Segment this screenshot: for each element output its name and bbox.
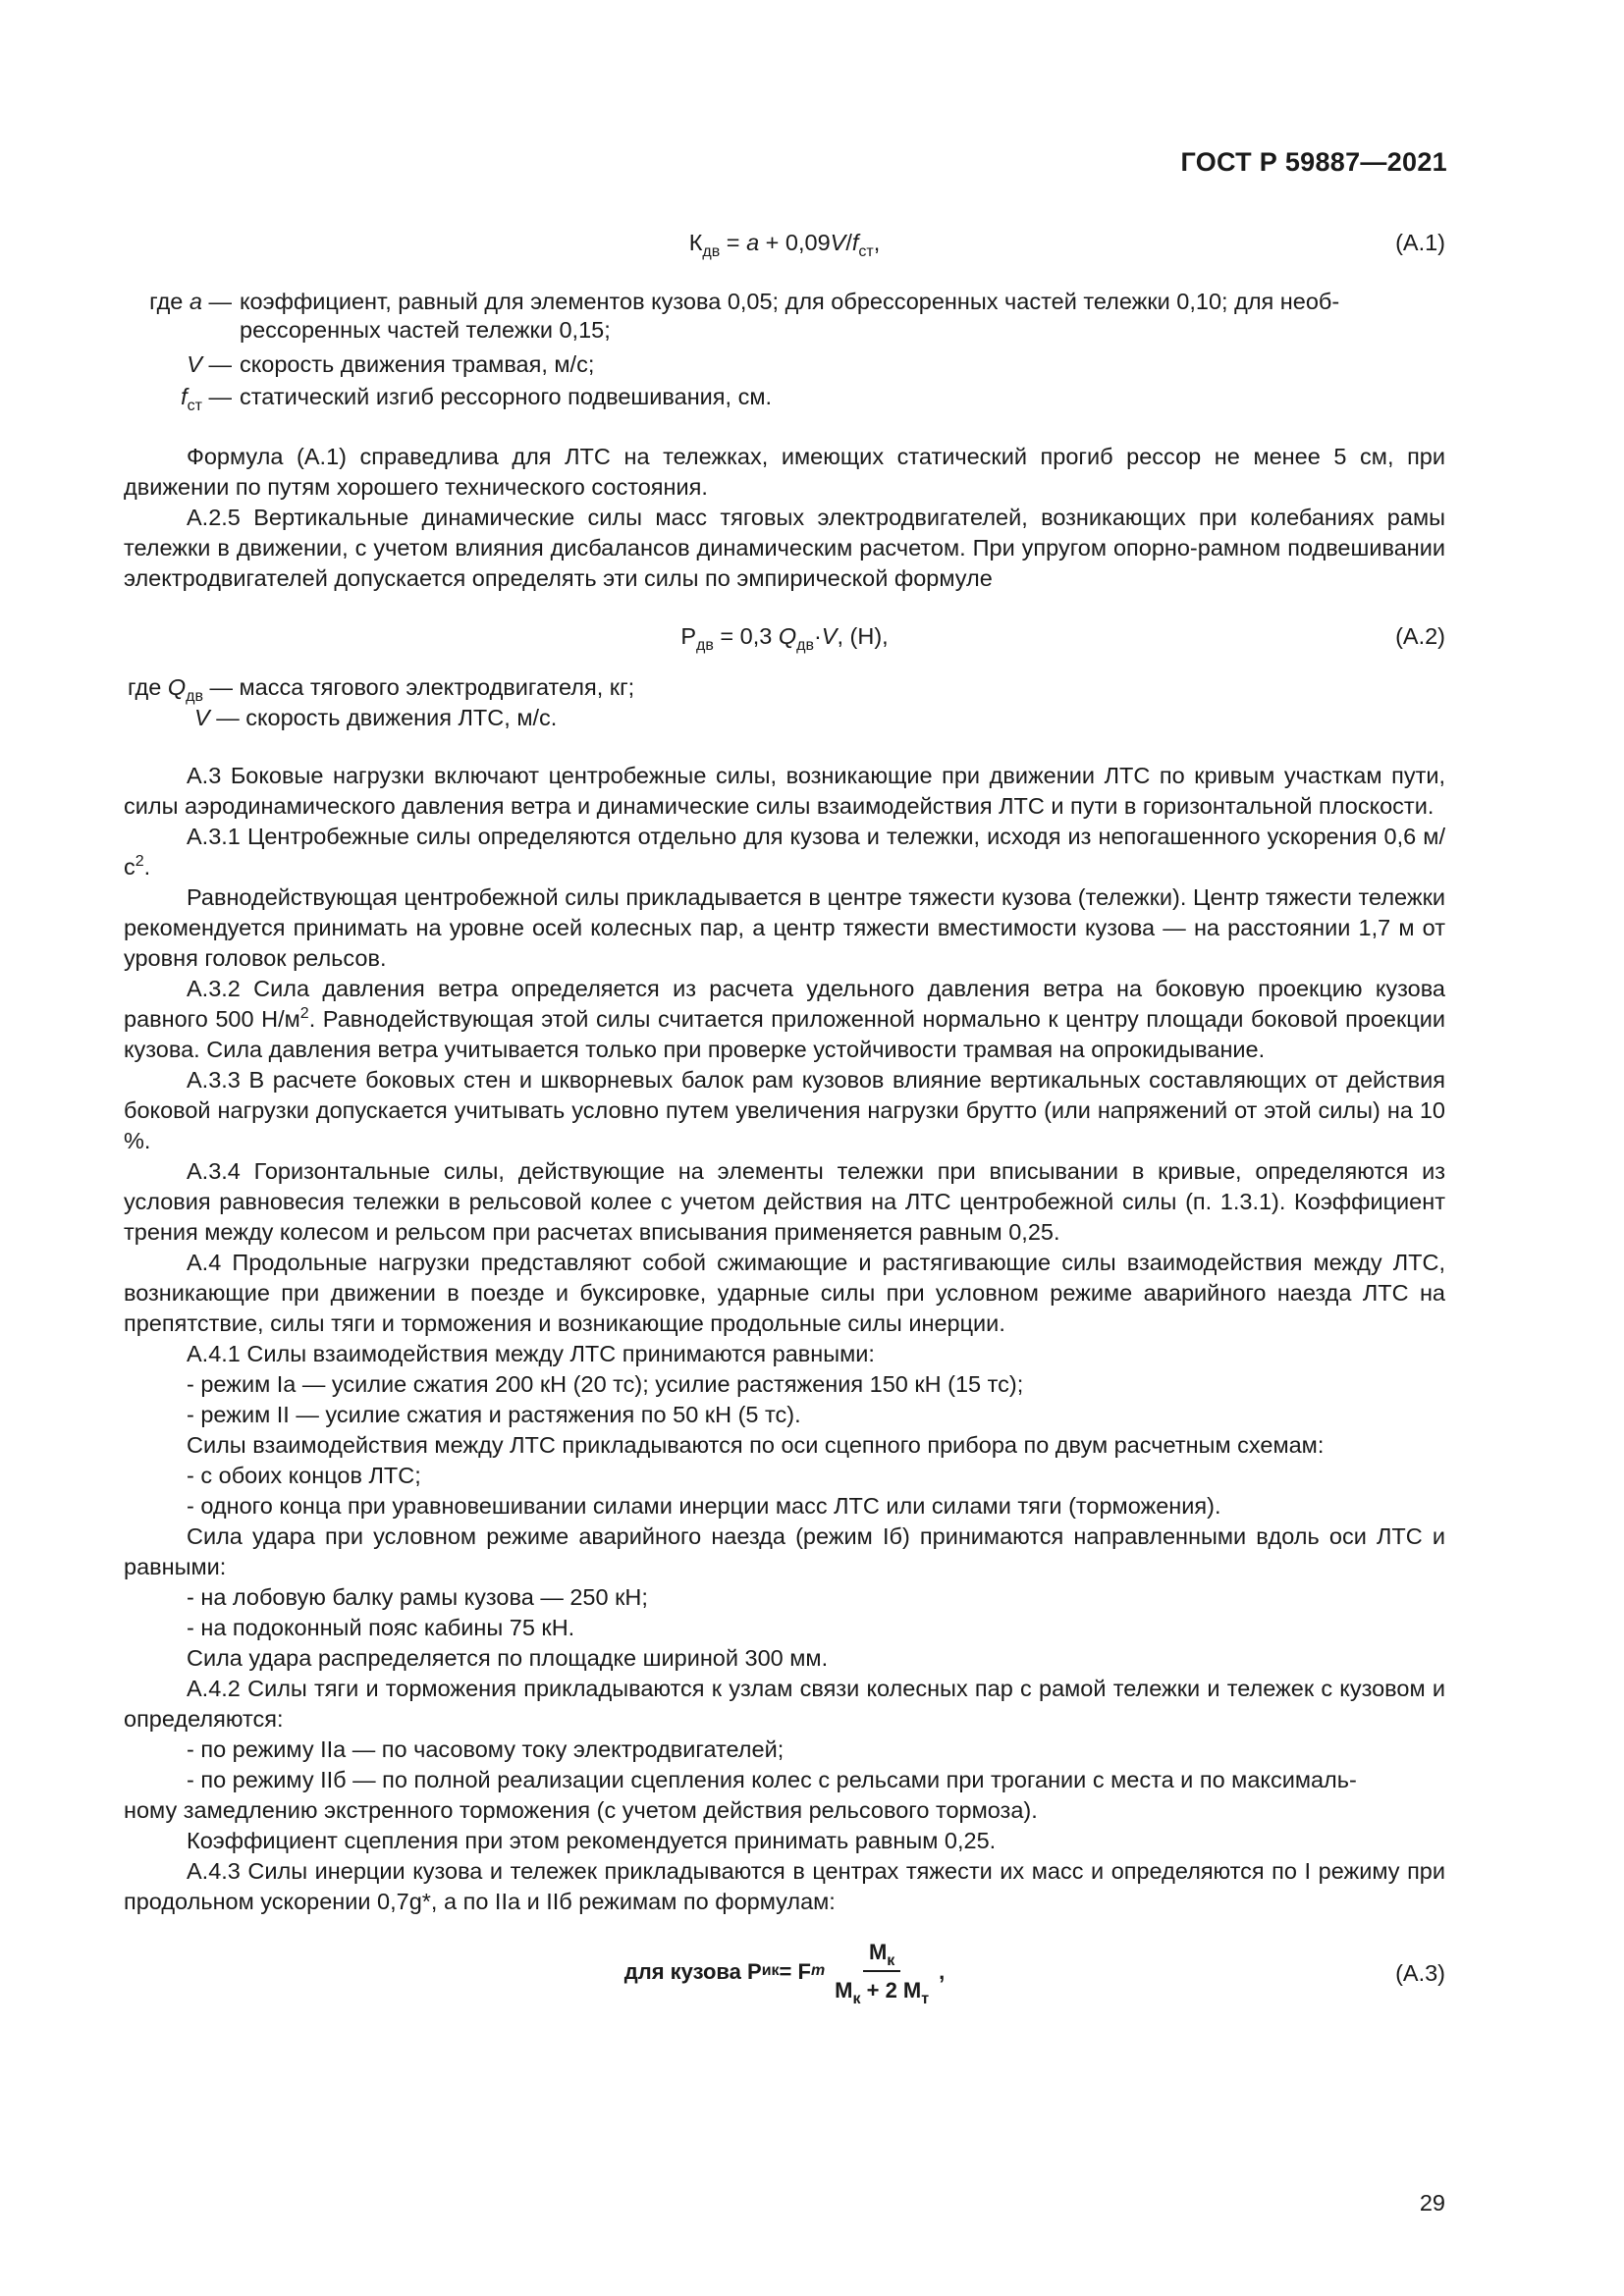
where-block-a2 [124, 672, 1445, 733]
where-block-a1 [124, 287, 1445, 412]
where-item-v2: V — скорость движения ЛТС, м/с. [194, 705, 558, 730]
paragraph-forces-axis: Силы взаимодействия между ЛТС прикладываются по оси сцепного прибора по двум расчетным схемам: [187, 1432, 1325, 1458]
equation-a2-expression: $Р_{дв} = 0,3$ $Q_{дв}\cdot V$, (Н), [680, 623, 889, 654]
paragraph-a-4-3: А.4.3 Силы инерции кузова и тележек прикладываются в центрах тяжести их масс и определяются по I режиму при продольном ускорении 0,7g*, а по IIа и IIб режимам по формулам: [124, 1858, 1445, 1914]
bullet-one-end: - одного конца при уравновешивании силами инерции масс ЛТС или силами тяги (торможения). [187, 1493, 1221, 1519]
fraction-numerator: $М_к$ [863, 1937, 900, 1972]
paragraph-a-3-1-center: Равнодействующая центробежной силы прикладывается в центре тяжести кузова (тележки). Центр тяжести тележки рекомендуется принимать на уровне осей колесных пар, а центр тяжести вместимости кузова — на расстоянии 1,7 м от уровня головок рельсов. [124, 884, 1445, 971]
paragraph-formula-a1-note: Формула (А.1) справедлива для ЛТС на тележках, имеющих статический прогиб рессор не менее 5 см, при движении по путям хорошего технического состояния. [124, 444, 1445, 500]
bullet-window-belt: - на подоконный пояс кабины 75 кН. [187, 1615, 575, 1640]
equation-a3-fraction [829, 1937, 935, 2005]
paragraph-a-4-1: А.4.1 Силы взаимодействия между ЛТС принимаются равными: [187, 1341, 875, 1366]
page-number: 29 [1419, 2190, 1445, 2216]
paragraph-a-3-1: А.3.1 Центробежные силы определяются отдельно для кузова и тележки, исходя из непогашенного ускорения 0,6 $м/с^2$. [124, 824, 1445, 880]
equation-a3-expression: для кузова Р ик = F m $\frac{М_к}{М_к + 2 М_т}$ , [624, 1937, 945, 2005]
fraction-denominator: $М_к + 2$ $М_т$ [835, 1978, 930, 2007]
equation-a1-expression: $К_{дв} = a + 0,09V/f_{ст}$, [688, 230, 881, 260]
where-item-q: где $Q_{дв}$ — масса тягового электродвигателя, кг; [128, 674, 635, 705]
equation-a3-number: (А.3) [1395, 1960, 1445, 1986]
page-content [124, 218, 1445, 2015]
equation-a2 [124, 615, 1445, 659]
where-item-v: V — скорость движения трамвая, м/с; [187, 351, 595, 377]
paragraph-a-3-3: А.3.3 В расчете боковых стен и шкворневых балок рам кузовов влияние вертикальных составляющих от действия боковой нагрузки допускается учитывать условно путем увеличения нагрузки брутто (или напряжений от этой силы) на 10 %. [124, 1067, 1445, 1153]
paragraph-a-3-4: А.3.4 Горизонтальные силы, действующие на элементы тележки при вписывании в кривые, определяются из условия равновесия тележки в рельсовой колее с учетом действия на ЛТС центробежной силы (п. 1.3.1). Коэффициент трения между колесом и рельсом при расчетах вписывания применяется равным 0,25. [124, 1158, 1445, 1245]
bullet-mode-ia: - режим Iа — усилие сжатия 200 кН (20 тс); усилие растяжения 150 кН (15 тс); [187, 1371, 1024, 1397]
paragraph-a-4-2: А.4.2 Силы тяги и торможения прикладываются к узлам связи колесных пар с рамой тележки и тележек с кузовом и определяются: [124, 1676, 1445, 1732]
where-item-f: $f_{ст}$ — статический изгиб рессорного подвешивания, см. [181, 384, 773, 414]
where-item-a: где a — коэффициент, равный для элементов кузова 0,05; для обрессоренных частей тележки 0,10; для необ- [149, 289, 1340, 314]
paragraph-impact-force: Сила удара при условном режиме аварийного наезда (режим Iб) принимаются направленными вдоль оси ЛТС и равными: [124, 1523, 1445, 1579]
paragraph-a-4: А.4 Продольные нагрузки представляют собой сжимающие и растягивающие силы взаимодействия между ЛТС, возникающие при движении в поезде и буксировке, ударные силы при условном режиме аварийного наезда ЛТС на препятствие, силы тяги и торможения и возникающие продольные силы инерции. [124, 1250, 1445, 1336]
bullet-mode-ii: - режим II — усилие сжатия и растяжения по 50 кН (5 тс). [187, 1402, 801, 1427]
paragraph-a-3: А.3 Боковые нагрузки включают центробежные силы, возникающие при движении ЛТС по кривым участкам пути, силы аэродинамического давления ветра и динамические силы взаимодействия ЛТС и пути в горизонтальной плоскости. [124, 763, 1445, 819]
bullet-mode-iib-continuation: ному замедлению экстренного торможения (с учетом действия рельсового тормоза). [124, 1797, 1038, 1823]
bullet-mode-iib: - по режиму IIб — по полной реализации сцепления колес с рельсами при трогании с места и по максималь- [187, 1767, 1357, 1792]
where-item-a-continuation: рессоренных частей тележки 0,15; [240, 317, 611, 343]
paragraph-a-3-2: А.3.2 Сила давления ветра определяется из расчета удельного давления ветра на боковую проекцию кузова равного 500 $Н/м^2$. Равнодействующая этой силы считается приложенной нормально к центру площади боковой проекции кузова. Сила давления ветра учитывается только при проверке устойчивости трамвая на опрокидывание. [124, 976, 1446, 1062]
paragraph-a-2-5: А.2.5 Вертикальные динамические силы масс тяговых электродвигателей, возникающих при колебаниях рамы тележки в движении, с учетом влияния дисбалансов динамическим расчетом. При упругом опорно-рамном подвешивании электродвигателей допускается определять эти силы по эмпирической формуле [124, 505, 1445, 591]
equation-a1 [124, 222, 1445, 265]
equation-a1-number: (А.1) [1395, 230, 1445, 255]
bullet-front-beam: - на лобовую балку рамы кузова — 250 кН; [187, 1584, 648, 1610]
bullet-both-ends: - с обоих концов ЛТС; [187, 1463, 421, 1488]
equation-a2-number: (А.2) [1395, 623, 1445, 649]
equation-a3 [124, 1937, 1445, 2015]
paragraph-adhesion-coefficient: Коэффициент сцепления при этом рекомендуется принимать равным 0,25. [187, 1828, 997, 1853]
paragraph-impact-distribution: Сила удара распределяется по площадке шириной 300 мм. [187, 1645, 829, 1671]
document-code-header: ГОСТ Р 59887—2021 [1180, 147, 1447, 177]
bullet-mode-iia: - по режиму IIа — по часовому току электродвигателей; [187, 1736, 785, 1762]
